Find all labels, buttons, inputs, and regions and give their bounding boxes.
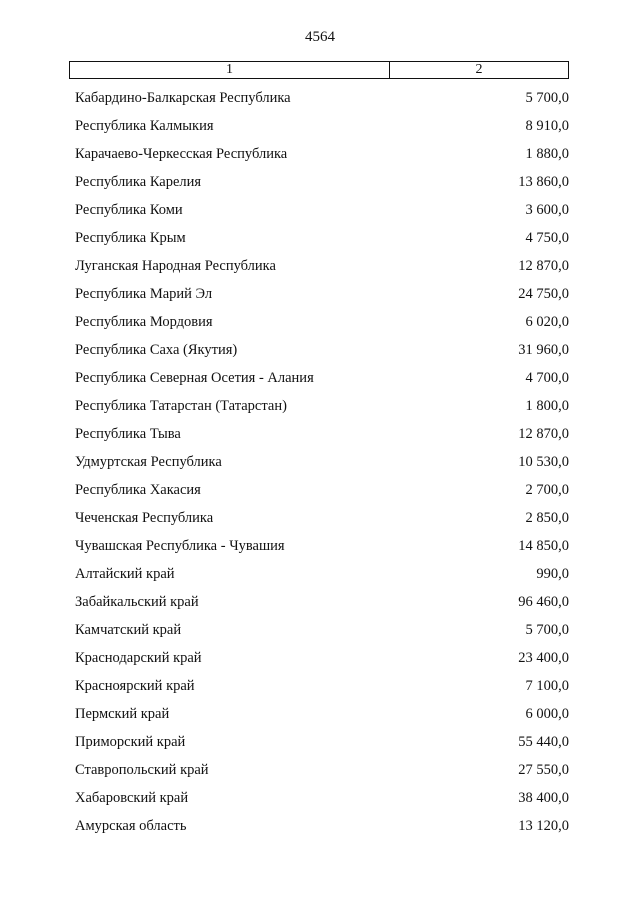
amount-value: 4 700,0	[525, 369, 569, 386]
amount-value: 1 880,0	[525, 145, 569, 162]
table-header-column-2: 2	[475, 62, 483, 77]
table-row	[75, 448, 569, 476]
region-name: Приморский край	[75, 733, 186, 750]
table-row	[75, 308, 569, 336]
amount-value: 4 750,0	[525, 229, 569, 246]
region-name: Карачаево-Черкесская Республика	[75, 145, 288, 162]
table-row	[75, 476, 569, 504]
table-header	[69, 61, 569, 79]
table-row	[75, 112, 569, 140]
region-name: Республика Тыва	[75, 425, 181, 442]
region-name: Чувашская Республика - Чувашия	[75, 537, 285, 554]
table-row	[75, 196, 569, 224]
region-name: Республика Калмыкия	[75, 117, 214, 134]
amount-value: 27 550,0	[518, 761, 569, 778]
amount-value: 5 700,0	[525, 621, 569, 638]
table-row	[75, 728, 569, 756]
table-row	[75, 252, 569, 280]
region-name: Ставропольский край	[75, 761, 209, 778]
amount-value: 23 400,0	[518, 649, 569, 666]
amount-value: 5 700,0	[525, 89, 569, 106]
table-row	[75, 504, 569, 532]
amount-value: 6 020,0	[525, 313, 569, 330]
table-body	[75, 84, 569, 840]
region-name: Кабардино-Балкарская Республика	[75, 89, 291, 106]
amount-value: 10 530,0	[518, 453, 569, 470]
table-row	[75, 616, 569, 644]
region-name: Республика Северная Осетия - Алания	[75, 369, 314, 386]
table-row	[75, 588, 569, 616]
region-name: Республика Мордовия	[75, 313, 213, 330]
table-row	[75, 700, 569, 728]
region-name: Алтайский край	[75, 565, 175, 582]
region-name: Республика Саха (Якутия)	[75, 341, 238, 358]
amount-value: 6 000,0	[525, 705, 569, 722]
region-name: Луганская Народная Республика	[75, 257, 276, 274]
amount-value: 55 440,0	[518, 733, 569, 750]
table-row	[75, 168, 569, 196]
table-row	[75, 280, 569, 308]
table-header-column-1: 1	[70, 62, 390, 78]
amount-value: 12 870,0	[518, 425, 569, 442]
table-row	[75, 364, 569, 392]
region-name: Камчатский край	[75, 621, 182, 638]
table-row	[75, 392, 569, 420]
table-row	[75, 644, 569, 672]
region-name: Пермский край	[75, 705, 170, 722]
amount-value: 13 120,0	[518, 817, 569, 834]
table-row	[75, 336, 569, 364]
amount-value: 2 850,0	[525, 509, 569, 526]
amount-value: 24 750,0	[518, 285, 569, 302]
region-name: Республика Крым	[75, 229, 186, 246]
table-row	[75, 784, 569, 812]
region-name: Хабаровский край	[75, 789, 189, 806]
amount-value: 2 700,0	[525, 481, 569, 498]
amount-value: 12 870,0	[518, 257, 569, 274]
amount-value: 96 460,0	[518, 593, 569, 610]
region-name: Амурская область	[75, 817, 187, 834]
amount-value: 31 960,0	[518, 341, 569, 358]
region-name: Республика Татарстан (Татарстан)	[75, 397, 287, 414]
region-name: Краснодарский край	[75, 649, 202, 666]
region-name: Красноярский край	[75, 677, 195, 694]
table-row	[75, 756, 569, 784]
region-name: Чеченская Республика	[75, 509, 214, 526]
amount-value: 13 860,0	[518, 173, 569, 190]
page-number: 4564	[305, 29, 335, 45]
region-name: Республика Карелия	[75, 173, 202, 190]
table-row	[75, 532, 569, 560]
amount-value: 7 100,0	[525, 677, 569, 694]
amount-value: 38 400,0	[518, 789, 569, 806]
table-row	[75, 560, 569, 588]
region-name: Удмуртская Республика	[75, 453, 222, 470]
table-row	[75, 672, 569, 700]
table-row	[75, 812, 569, 840]
region-name: Республика Коми	[75, 201, 183, 218]
table-row	[75, 420, 569, 448]
region-name: Забайкальский край	[75, 593, 199, 610]
region-name: Республика Марий Эл	[75, 285, 213, 302]
table-row	[75, 84, 569, 112]
table-row	[75, 224, 569, 252]
amount-value: 3 600,0	[525, 201, 569, 218]
amount-value: 8 910,0	[525, 117, 569, 134]
region-name: Республика Хакасия	[75, 481, 201, 498]
amount-value: 990,0	[536, 565, 569, 582]
amount-value: 14 850,0	[518, 537, 569, 554]
amount-value: 1 800,0	[525, 397, 569, 414]
table-row	[75, 140, 569, 168]
